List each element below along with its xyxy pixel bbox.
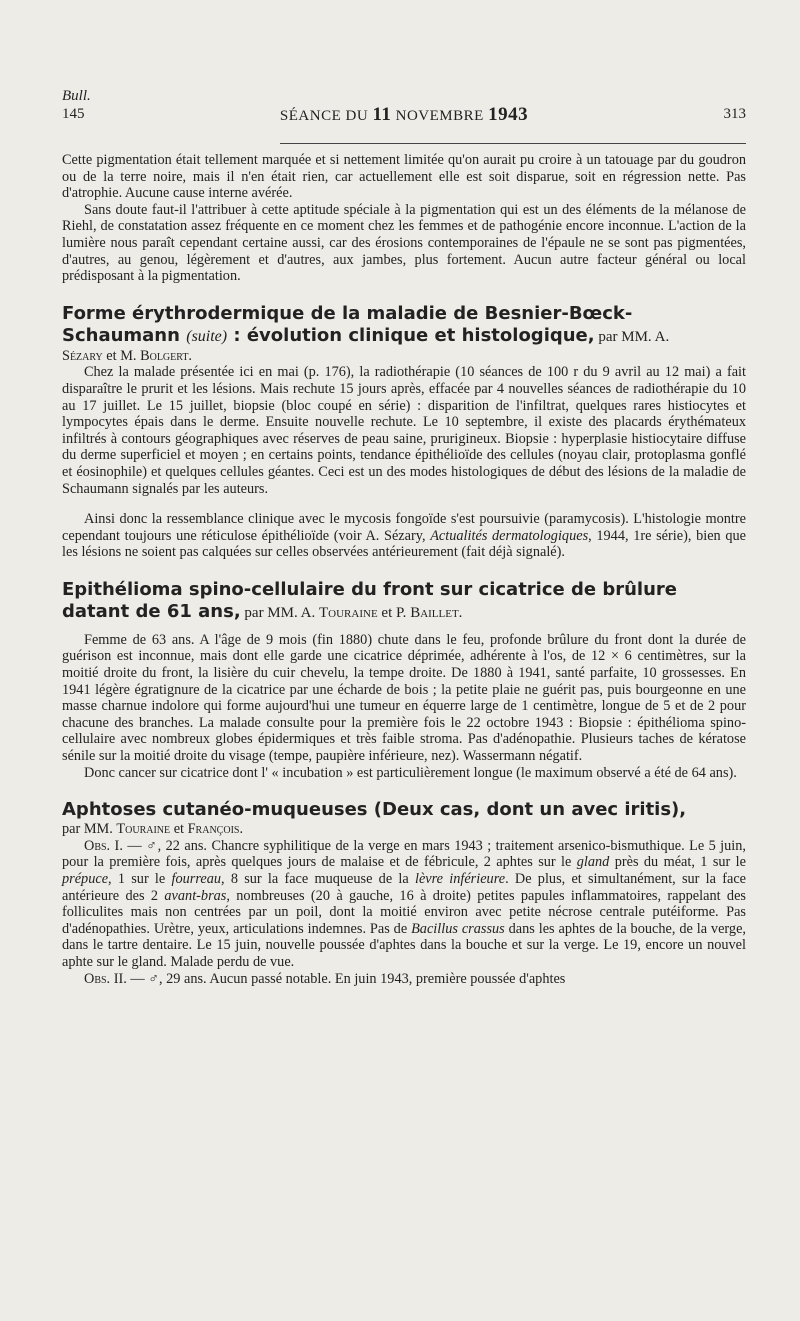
section1-paragraph-2: Ainsi donc la ressemblance clinique avec le mycosis fongoïde s'est poursuivie (paramycosis). L'histologie montre cependant toujours une réticulose épithélioïde (voir A. Sézary, Actualités dermatologiques, 1944, 1re série), bien que les lésions ne soient pas calquées sur celles observées antérieurement (fait déjà signalé). xyxy=(62,511,746,561)
session-heading: SÉANCE DU 11 NOVEMBRE 1943 xyxy=(279,104,529,125)
observation-2: Obs. II. — ♂, 29 ans. Aucun passé notable. En juin 1943, première poussée d'aphtes xyxy=(84,970,566,987)
section3-title: Aphtoses cutanéo-muqueuses (Deux cas, dont un avec iritis), xyxy=(62,799,687,821)
article-body xyxy=(62,152,746,987)
section2-paragraph-1: Femme de 63 ans. A l'âge de 9 mois (fin 1880) chute dans le feu, profonde brûlure du front dont la durée de guérison est inconnue, mais dont elle garde une cicatrice déprimée, adhérente à l'os, de 12 × 6 centimètres, sur la moitié droite du front, la lisière du cuir chevelu, la tempe droite. De 1880 à 1941, santé parfaite, 10 grossesses. En 1941 légère égratignure de la cicatrice par une écharde de bois ; la petite plaie ne guérit pas, puis bourgeonne en une masse charnue indolore qui forme aujourd'hui une tumeur en équerre large de 1 centimètre, longue de 5 et de 2 pour chacune des branches. La malade consulte pour la première fois le 22 octobre 1943 : Biopsie : épithélioma spino-cellulaire avec nombreux globes épidermiques et très faible stroma. Pas d'adénopathie. Plusieurs taches de kératose sénile sur la moitié droite du visage (tempe, paupière inférieure, nez). Wassermann négatif. xyxy=(62,631,746,765)
intro-paragraph-1: Cette pigmentation était tellement marquée et si nettement limitée qu'on aurait pu croire à un tatouage par du goudron ou de la terre noire, mais il n'en était rien, car actuellement elle est soit disparue, soit en régression nette. Pas d'atrophie. Aucune cause interne avérée. xyxy=(62,152,746,202)
page-number-left: 145 xyxy=(62,106,85,122)
intro-paragraph-2: Sans doute faut-il l'attribuer à cette aptitude spéciale à la pigmentation qui est un des éléments de la mélanose de Riehl, de constatation assez fréquente en ce moment chez les femmes et de pathogénie encore inconnue. L'action de la lumière nous paraît cependant certaine aussi, car des érosions contemporaines de l'épaule ne se sont pas pigmentées, d'autres, au genou, légèrement et d'autres, aux jambes, plus fortement. Aucun autre facteur général ou local prédisposant à la pigmentation. xyxy=(62,201,746,285)
section3-authors: par MM. Touraine et François. xyxy=(62,821,244,838)
section1-paragraph-1: Chez la malade présentée ici en mai (p. 176), la radiothérapie (10 séances de 100 r du 9 avril au 12 mai) a fait disparaître le prurit et les lésions. Mais rechute 15 jours après, effacée par 4 nouvelles séances de radiothérapie du 10 au 17 juillet. Le 15 juillet, biopsie (bloc coupé en série) : disparition de l'infiltrat, quelques rares histiocytes et lympocytes épais dans le derme. Ensuite nouvelle rechute. Le 10 septembre, il existe des placards érythémateux infiltrés à contours géographiques avec réserves de peau saine, prurigineux. Biopsie : hyperplasie histiocytaire diffuse du derme superficiel et moyen ; en certains points, tendance épithélioïde des cellules (noyau clair, protoplasma gonflé et éosinophile) et quelques cellules géantes. Ceci est un des modes histologiques de début des lésions de la maladie de Schaumann signalés par les auteurs. xyxy=(62,364,746,497)
section2-title: Epithélioma spino-cellulaire du front sur cicatrice de brûlure datant de 61 ans, par MM. A. Touraine et P. Baillet. xyxy=(62,578,677,622)
running-header xyxy=(62,104,746,130)
page-number-right: 313 xyxy=(723,106,746,122)
section2-paragraph-2: Donc cancer sur cicatrice dont l' « incubation » est particulièrement longue (le maximum observé a été de 64 ans). xyxy=(84,764,737,781)
section1-authors: Sézary et M. Bolgert. xyxy=(62,347,193,364)
journal-abbrev: Bull. xyxy=(62,88,91,104)
section1-title: Forme érythrodermique de la maladie de Besnier-Bœck-Schaumann (suite) : évolution clinique et histologique, par MM. A. xyxy=(62,302,670,346)
header-rule xyxy=(280,143,746,144)
observation-1: Obs. I. — ♂, 22 ans. Chancre syphilitique de la verge en mars 1943 ; traitement arsenico-bismuthique. Le 5 juin, pour la première fois, après quelques jours de malaise et de fébricule, 2 aphtes sur le gland près du méat, 1 sur le prépuce, 1 sur le fourreau, 8 sur la face muqueuse de la lèvre inférieure. De plus, et simultanément, sur la face antérieure des 2 avant-bras, nombreuses (20 à gauche, 16 à droite) petites papules inflammatoires, rappelant des folliculites mais non centrées par un poil, dont la moitié environ avec petite nécrose centrale putéiforme. Pas d'adénopathies. Urètre, yeux, articulations indemnes. Pas de Bacillus crassus dans les aphtes de la bouche, de la verge, dans le tartre dentaire. Le 15 juin, nouvelle poussée d'aphtes dans la bouche et sur la verge. Le 19, encore un nouvel aphte sur le gland. Malade perdu de vue. xyxy=(62,837,747,970)
